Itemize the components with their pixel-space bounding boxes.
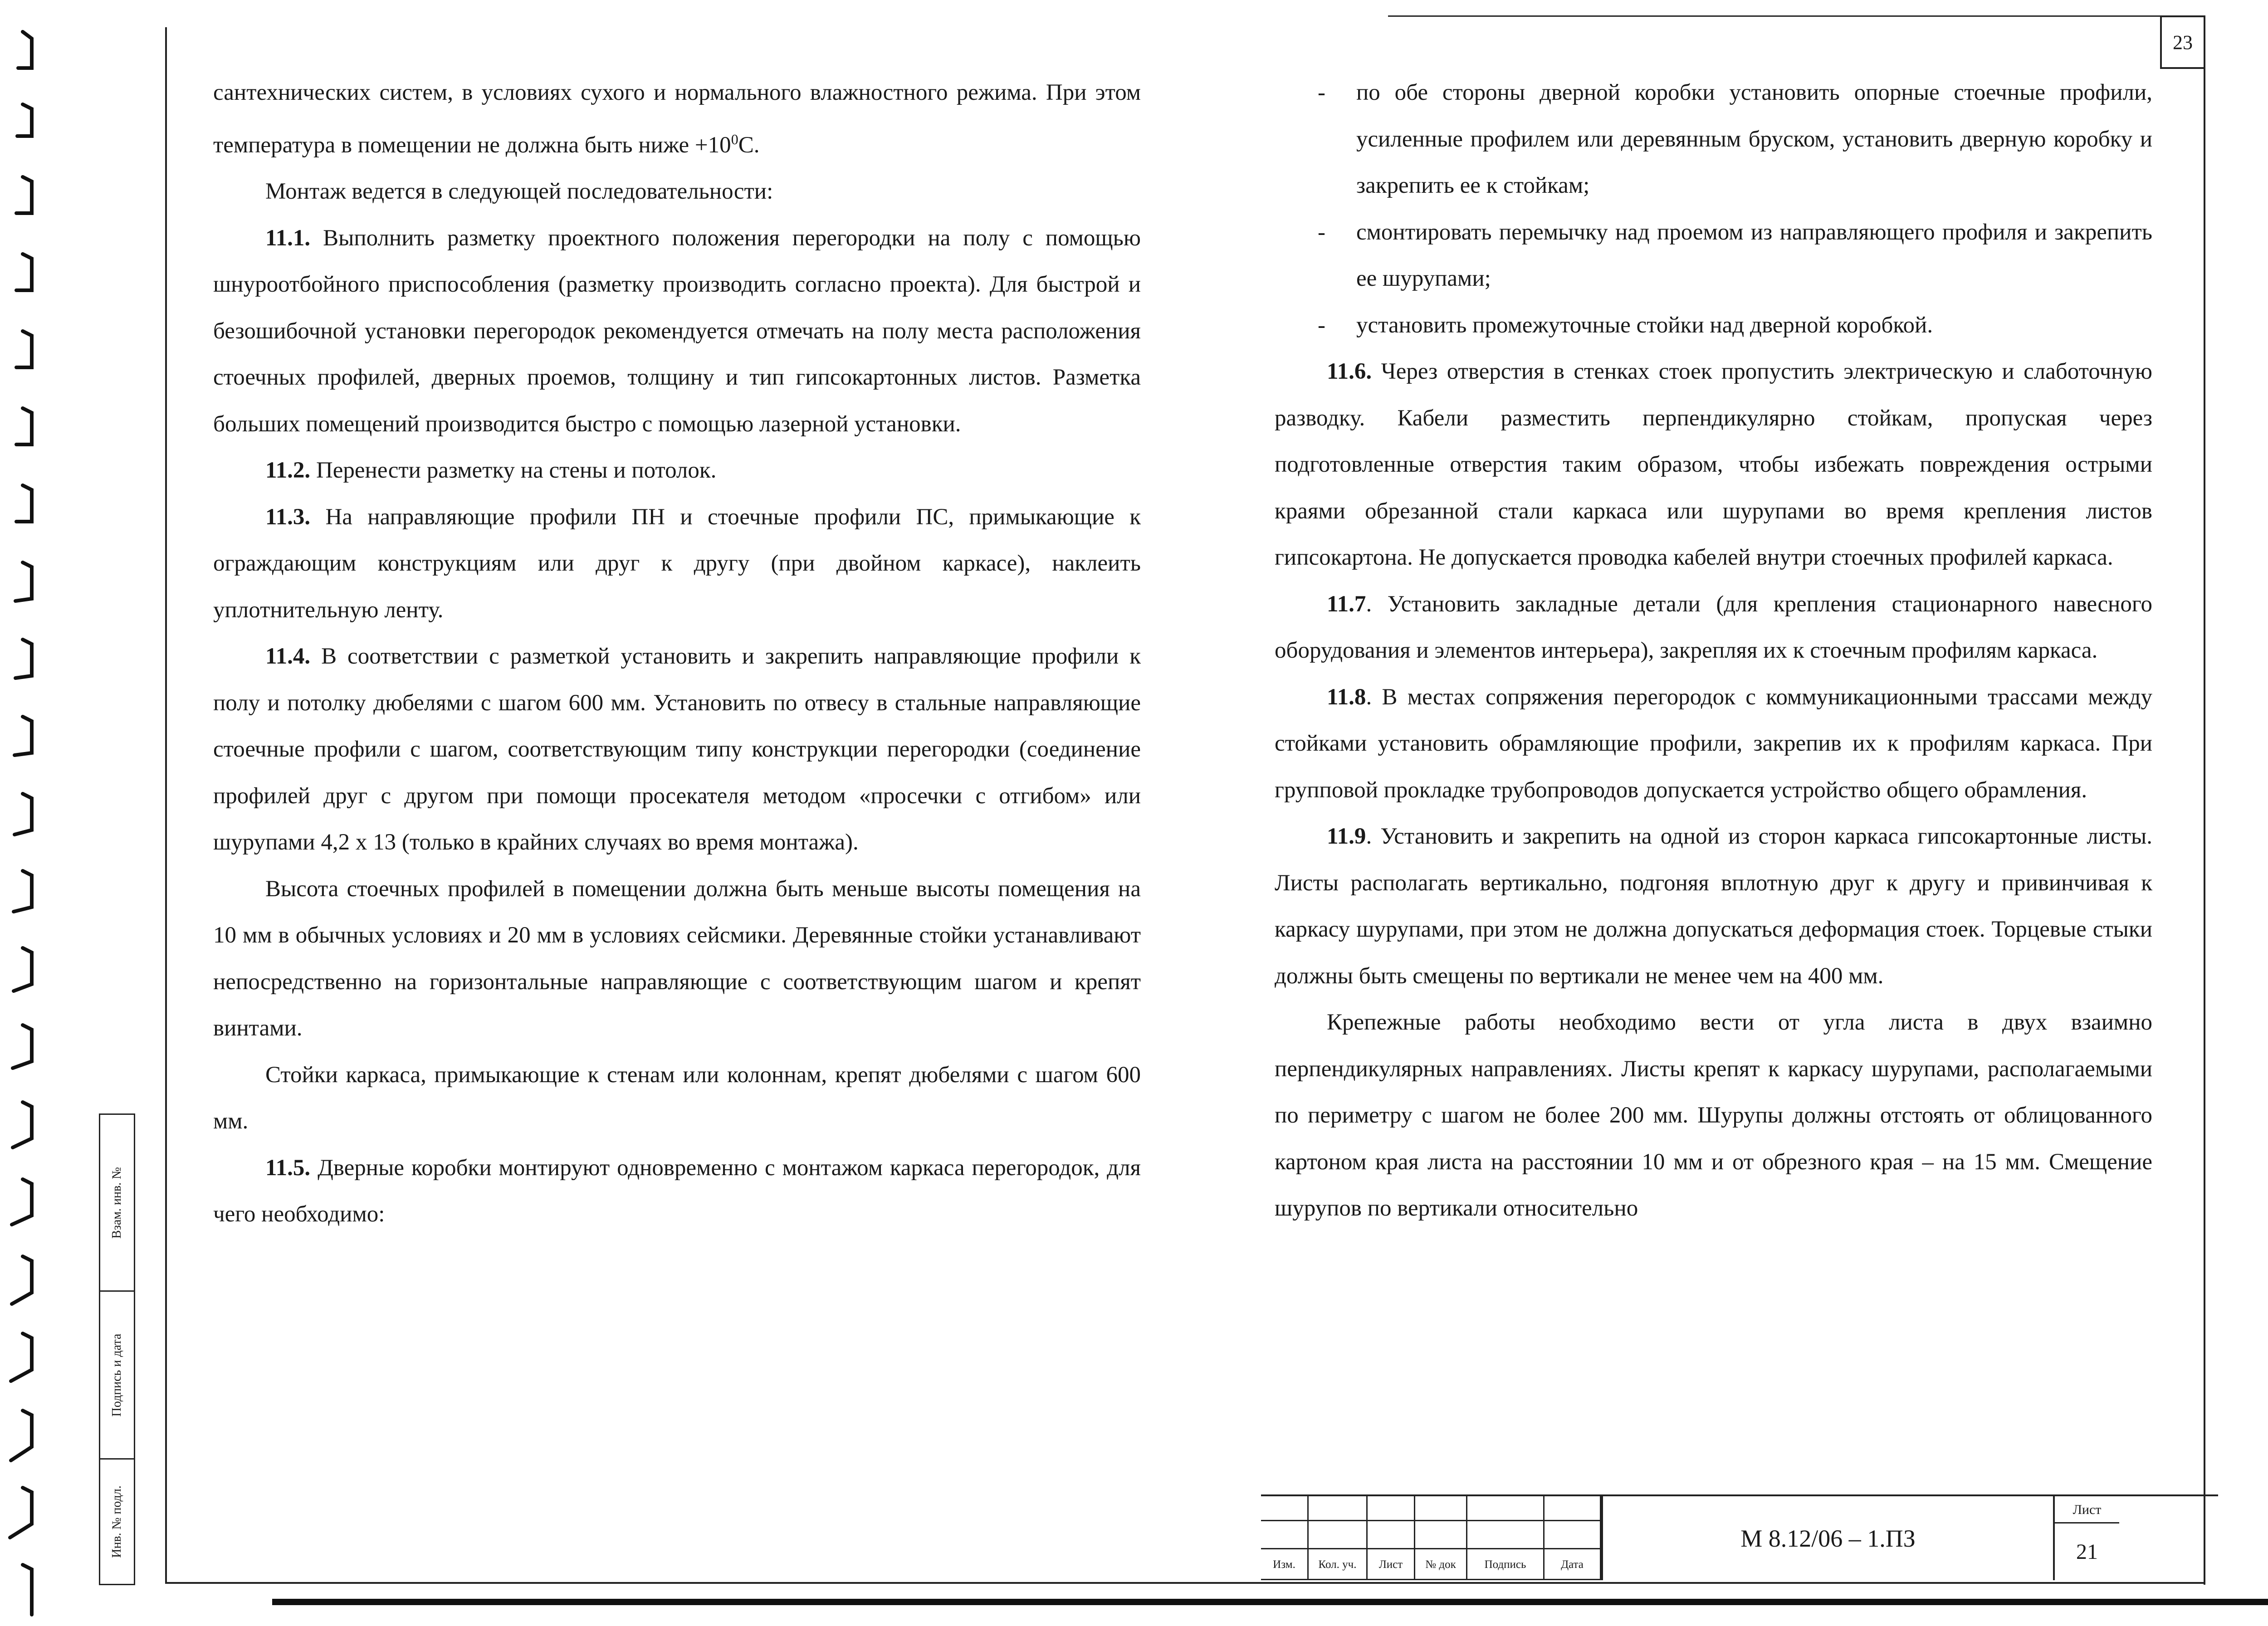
binding-marks-graphic (0, 0, 41, 1624)
title-block-header-doc-no: № док (1415, 1549, 1467, 1580)
frame-right-border (2204, 15, 2205, 1585)
paragraph-profile-height: Высота стоечных профилей в помещении должна быть меньше высоты помещения на 10 мм в обычных условиях и 20 мм в условиях сейсмики. Деревянные стойки устанавливают непосредственно на горизонтальные направляющие с соответствующим шагом и крепят винтами. (213, 876, 1141, 1041)
paragraph-fastening: Крепежные работы необходимо вести от угла листа в двух взаимно перпендикулярных направлениях. Листы крепят к каркасу шурупами, располагаемыми по периметру с шагом не более 200 мм. Шурупы должны отстоять от облицованного картоном края листа на расстоянии 10 мм и от обрезного края – на 15 мм. Смещение шурупов по вертикали относительно (1275, 1010, 2152, 1221)
title-block-header-signature: Подпись (1467, 1549, 1545, 1580)
right-text-column (1275, 69, 2152, 1232)
section-11-7: 11.7. Установить закладные детали (для крепления стационарного навесного оборудования и элементов интерьера), закрепляя их к стоечным профилям каркаса. (1275, 591, 2152, 663)
bullet-item: - по обе стороны дверной коробки установить опорные стоечные профили, усиленные профилем или деревянным бруском, установить дверную коробку и закрепить ее к стойкам; (1318, 80, 2152, 198)
title-block-header-kol-uch: Кол. уч. (1309, 1549, 1368, 1580)
title-block-revision-grid (1261, 1496, 1601, 1580)
paragraph-sequence: Монтаж ведется в следующей последовательности: (265, 179, 773, 204)
sheet-label: Лист (2055, 1496, 2119, 1523)
title-block-header-date: Дата (1545, 1549, 1601, 1580)
title-block-sheet (2055, 1496, 2119, 1580)
section-11-5: 11.5. Дверные коробки монтируют одновременно с монтажом каркаса перегородок, для чего необходимо: (213, 1155, 1141, 1227)
title-block (1261, 1494, 2218, 1580)
frame-top-border (1388, 15, 2204, 17)
title-block-header-list: Лист (1368, 1549, 1415, 1580)
frame-left-border (165, 27, 167, 1583)
side-stamp-cell-replaced-inv: Взам. инв. № (100, 1115, 134, 1292)
side-stamp-table (99, 1113, 135, 1585)
section-11-4: 11.4. В соответствии с разметкой установить и закрепить направляющие профили к полу и потолку дюбелями с шагом 600 мм. Установить по отвесу в стальные направляющие стоечные профили с шагом, соответствующим типу конструкции перегородки (соединение профилей друг с другом при помощи просекателя методом «просечки с отгибом» или шурупами 4,2 х 13 (только в крайних случаях во время монтажа). (213, 644, 1141, 855)
section-11-6: 11.6. Через отверстия в стенках стоек пропустить электрическую и слаботочную разводку. Кабели разместить перпендикулярно стойкам, пропуская через подготовленные отверстия таким образом, чтобы избежать повреждения острыми краями обрезанной стали каркаса или шурупами во время крепления листов гипсокартона. Не допускается проводка кабелей внутри стоечных профилей каркаса. (1275, 359, 2152, 570)
paragraph-intro: сантехнических систем, в условиях сухого и нормального влажностного режима. При этом температура в помещении не должна быть ниже $+10^0С$. (213, 80, 1141, 158)
binding-strip (0, 0, 41, 1624)
title-block-header-izm: Изм. (1261, 1549, 1309, 1580)
paragraph-frame-posts: Стойки каркаса, примыкающие к стенам или колоннам, крепят дюбелями с шагом 600 мм. (213, 1062, 1141, 1134)
section-11-2: 11.2. Перенести разметку на стены и потолок. (265, 458, 717, 483)
page-bottom-edge-shadow (272, 1599, 2268, 1605)
section-11-3: 11.3. На направляющие профили ПН и стоечные профили ПС, примыкающие к ограждающим конструкциям или друг к другу (при двойном каркасе), наклеить уплотнительную ленту. (213, 504, 1141, 623)
left-text-column (213, 69, 1141, 1238)
section-11-1: 11.1. Выполнить разметку проектного положения перегородки на полу с помощью шнуроотбойного приспособления (разметку производить согласно проекта). Для быстрой и безошибочной установки перегородок рекомендуется отмечать на полу места расположения стоечных профилей, дверных проемов, толщину и тип гипсокартонных листов. Разметка больших помещений производится быстро с помощью лазерной установки. (213, 225, 1141, 437)
side-stamp-cell-signature-date: Подпись и дата (100, 1292, 134, 1460)
side-stamp-cell-original-inv: Инв. № подл. (110, 1485, 124, 1558)
bullet-item: - смонтировать перемычку над проемом из направляющего профиля и закрепить ее шурупами; (1318, 219, 2152, 291)
document-code: М 8.12/06 – 1.ПЗ (1601, 1496, 2055, 1580)
sheet-number: 21 (2076, 1540, 2098, 1564)
page-top-number: 23 (2160, 15, 2205, 69)
frame-bottom-border (165, 1582, 2204, 1584)
bullet-item: - установить промежуточные стойки над дверной коробкой. (1318, 312, 1933, 338)
section-11-9: 11.9. Установить и закрепить на одной из сторон каркаса гипсокартонные листы. Листы располагать вертикально, подгоняя вплотную друг к другу и привинчивая к каркасу шурупами, при этом не должна допускаться деформация стоек. Торцевые стыки должны быть смещены по вертикали не менее чем на 400 мм. (1275, 824, 2152, 989)
section-11-8: 11.8. В местах сопряжения перегородок с коммуникационными трассами между стойками установить обрамляющие профили, закрепив их к профилям каркаса. При групповой прокладке трубопроводов допускается устройство общего обрамления. (1275, 684, 2152, 803)
